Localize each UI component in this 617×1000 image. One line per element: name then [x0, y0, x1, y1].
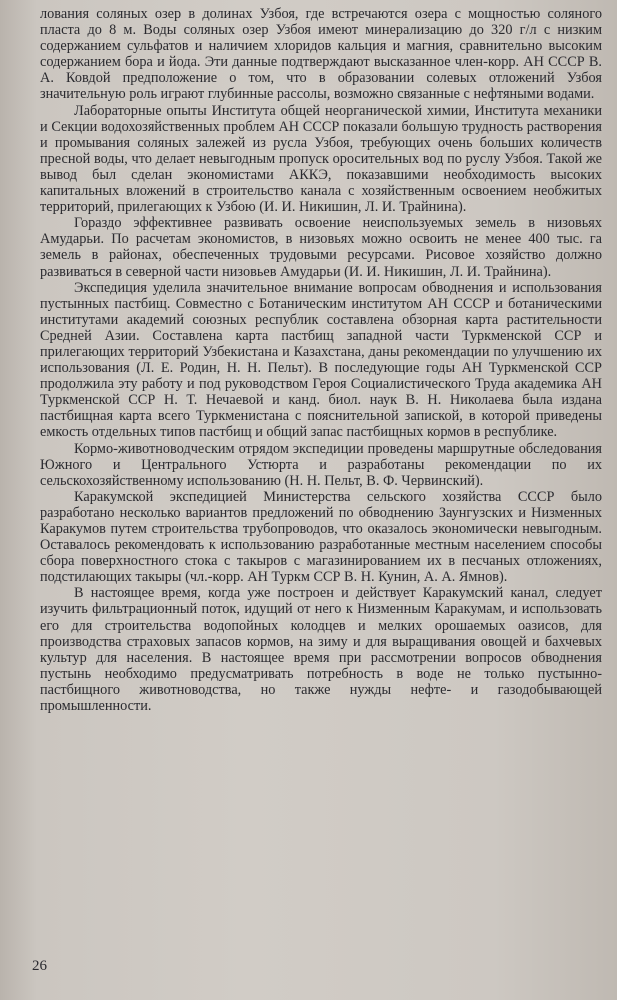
- paragraph-1: лования соляных озер в долинах Узбоя, где встречаются озера с мощностью соляного пласта до 8 м. Воды соляных озер Узбоя имеют минерализацию до 320 г/л с низким содержанием сульфатов и наличием хлоридов кальция и магния, сравнительно высоким содержанием бора и йода. Эти данные подтверждают высказанное член-корр. АН СССР В. А. Ковдой предположение о том, что в образовании солевых отложений Узбоя значительную роль играют глубинные рассолы, возможно связанные с нефтяными водами.: [40, 6, 602, 103]
- body-text: [40, 6, 602, 714]
- paragraph-4: Экспедиция уделила значительное внимание вопросам обводнения и использования пустынных пастбищ. Совместно с Ботаническим институтом АН СССР и ботаническими институтами академий союзных республик составлена обзорная карта растительности Средней Азии. Составлена карта пастбищ западной части Туркменской ССР и прилегающих территорий Узбекистана и Казахстана, даны рекомендации по улучшению их использования (Л. Е. Родин, Н. Н. Пельт). В последующие годы АН Туркменской ССР продолжила эту работу и под руководством Героя Социалистического Труда академика АН Туркменской ССР Н. Т. Нечаевой и канд. биол. наук В. Н. Николаева была издана пастбищная карта всего Туркменистана с пояснительной запиской, в которой приведены емкость отдельных типов пастбищ и общий запас пастбищных кормов в республике.: [40, 279, 602, 441]
- paragraph-2: Лабораторные опыты Института общей неорганической химии, Института механики и Секции водохозяйственных проблем АН СССР показали большую трудность растворения и промывания соляных залежей из русла Узбоя, требующих очень больших количеств пресной воды, что делает невыгодным пропуск оросительных вод по руслу Узбоя. Такой же вывод был сделан экономистами АККЭ, показавшими необходимость высоких капитальных вложений в строительство канала с хозяйственным освоением необжитых территорий, прилегающих к Узбою (И. И. Никишин, Л. И. Трайнина).: [40, 102, 602, 216]
- paragraph-5: Кормо-животноводческим отрядом экспедиции проведены маршрутные обследования Южного и Центрального Устюрта и разработаны рекомендации по их сельскохозяйственному использованию (Н. Н. Пельт, В. Ф. Червинский).: [40, 440, 602, 489]
- paragraph-7: В настоящее время, когда уже построен и действует Каракумский канал, следует изучить фильтрационный поток, идущий от него к Низменным Каракумам, и использовать его для строительства водопойных колодцев и мелких орошаемых оазисов, для производства страховых запасов кормов, на зиму и для выращивания овощей и бахчевых культур для населения. В настоящее время при рассмотрении вопросов обводнения пустынь необходимо предусматривать потребность в воде не только пустынно-пастбищного животноводства, но также нужды нефте- и газодобывающей промышленности.: [40, 585, 602, 715]
- page-number: 26: [32, 958, 47, 974]
- paragraph-6: Каракумской экспедицией Министерства сельского хозяйства СССР было разработано несколько вариантов предложений по обводнению Заунгузских и Низменных Каракумов путем строительства трубопроводов, что оказалось экономически невыгодным. Оставалось рекомендовать к использованию разработанные местным населением способы сбора поверхностного стока с такыров с магазинированием их в песчаных отложениях, подстилающих такыры (чл.-корр. АН Туркм ССР В. Н. Кунин, А. А. Ямнов).: [40, 488, 602, 586]
- paragraph-3: Гораздо эффективнее развивать освоение неиспользуемых земель в низовьях Амударьи. По расчетам экономистов, в низовьях можно освоить не менее 400 тыс. га земель в районах, обеспеченных трудовыми ресурсами. Рисовое хозяйство должно развиваться в северной части низовьев Амударьи (И. И. Никишин, Л. И. Трайнина).: [40, 215, 602, 280]
